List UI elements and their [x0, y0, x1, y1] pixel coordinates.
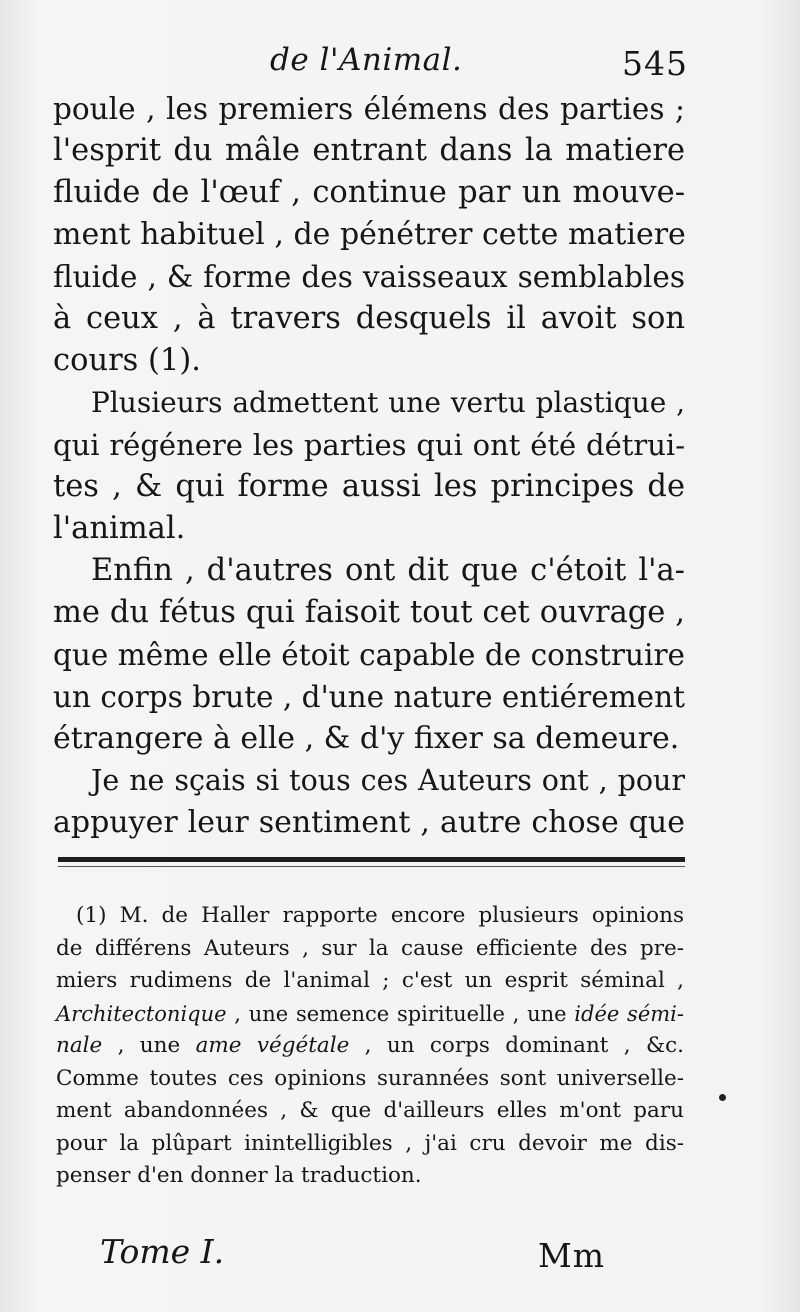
footnote-divider-thin [58, 866, 685, 867]
text-line: qui régénere les parties qui ont été détrui- [53, 428, 685, 462]
page-header [0, 38, 800, 88]
page-footer [0, 1228, 800, 1288]
text-line: Je ne sçais si tous ces Auteurs ont , pour [91, 764, 685, 797]
ink-speck [719, 1094, 726, 1101]
volume-mark: Tome I. [100, 1232, 225, 1271]
text-line: étrangere à elle , & d'y fixer sa demeure. [53, 721, 680, 756]
footnote-text: , une semence spirituelle , une [226, 1001, 575, 1026]
text-line: appuyer leur sentiment , autre chose que [53, 805, 685, 840]
footnote-line: ment abandonnées , & que d'ailleurs elles m'ont paru [56, 1098, 684, 1123]
footnote-line: pour la plûpart inintelligibles , j'ai cru devoir me dis- [56, 1130, 684, 1156]
footnote-divider [58, 857, 685, 862]
footnote-line [76, 900, 684, 933]
italic-term: nale [56, 1033, 103, 1058]
footnote-line: miers rudimens de l'animal ; c'est un esprit séminal , [56, 968, 684, 993]
text-line: ment habituel , de pénétrer cette matiere [53, 217, 686, 252]
italic-term: ame végétale [195, 1033, 350, 1058]
text-line: tes , & qui forme aussi les principes de [53, 469, 685, 504]
text-line: l'esprit du mâle entrant dans la matiere [53, 133, 685, 168]
text-line: que même elle étoit capable de construire [53, 638, 685, 672]
footnote-text: M. de Haller rapporte encore plusieurs opinions [119, 903, 684, 928]
footnote-line [56, 1030, 684, 1063]
footnote-marker: (1) [76, 903, 107, 928]
text-line: un corps brute , d'une nature entiérement [53, 680, 685, 714]
signature-mark: Mm [538, 1236, 606, 1275]
running-title: de l'Animal. [270, 42, 463, 78]
text-line: à ceux , à travers desquels il avoit son [53, 301, 685, 336]
text-line: me du fétus qui faisoit tout cet ouvrage , [53, 595, 685, 630]
footnote-text: , une [102, 1033, 196, 1058]
footnote-line: Comme toutes ces opinions surannées sont universelle- [56, 1065, 684, 1091]
text-line: l'animal. [53, 511, 186, 546]
text-line: cours (1). [53, 343, 201, 378]
text-line: fluide de l'œuf , continue par un mouve- [53, 175, 685, 210]
footnote-line: penser d'en donner la traduction. [56, 1163, 422, 1188]
italic-term: Architectonique [56, 1001, 227, 1026]
page-number: 545 [622, 44, 688, 83]
italic-term: idée sémi- [574, 1001, 684, 1026]
footnote-line [56, 998, 684, 1031]
text-line: Plusieurs admettent une vertu plastique , [91, 386, 685, 419]
text-line: Enfin , d'autres ont dit que c'étoit l'a- [91, 553, 685, 588]
footnote-line: de différens Auteurs , sur la cause efficiente des pre- [56, 935, 684, 961]
text-line: fluide , & forme des vaisseaux semblables [53, 260, 685, 294]
text-line: poule , les premiers élémens des parties ; [53, 92, 685, 126]
footnote-text: , un corps dominant , &c. [349, 1033, 684, 1058]
